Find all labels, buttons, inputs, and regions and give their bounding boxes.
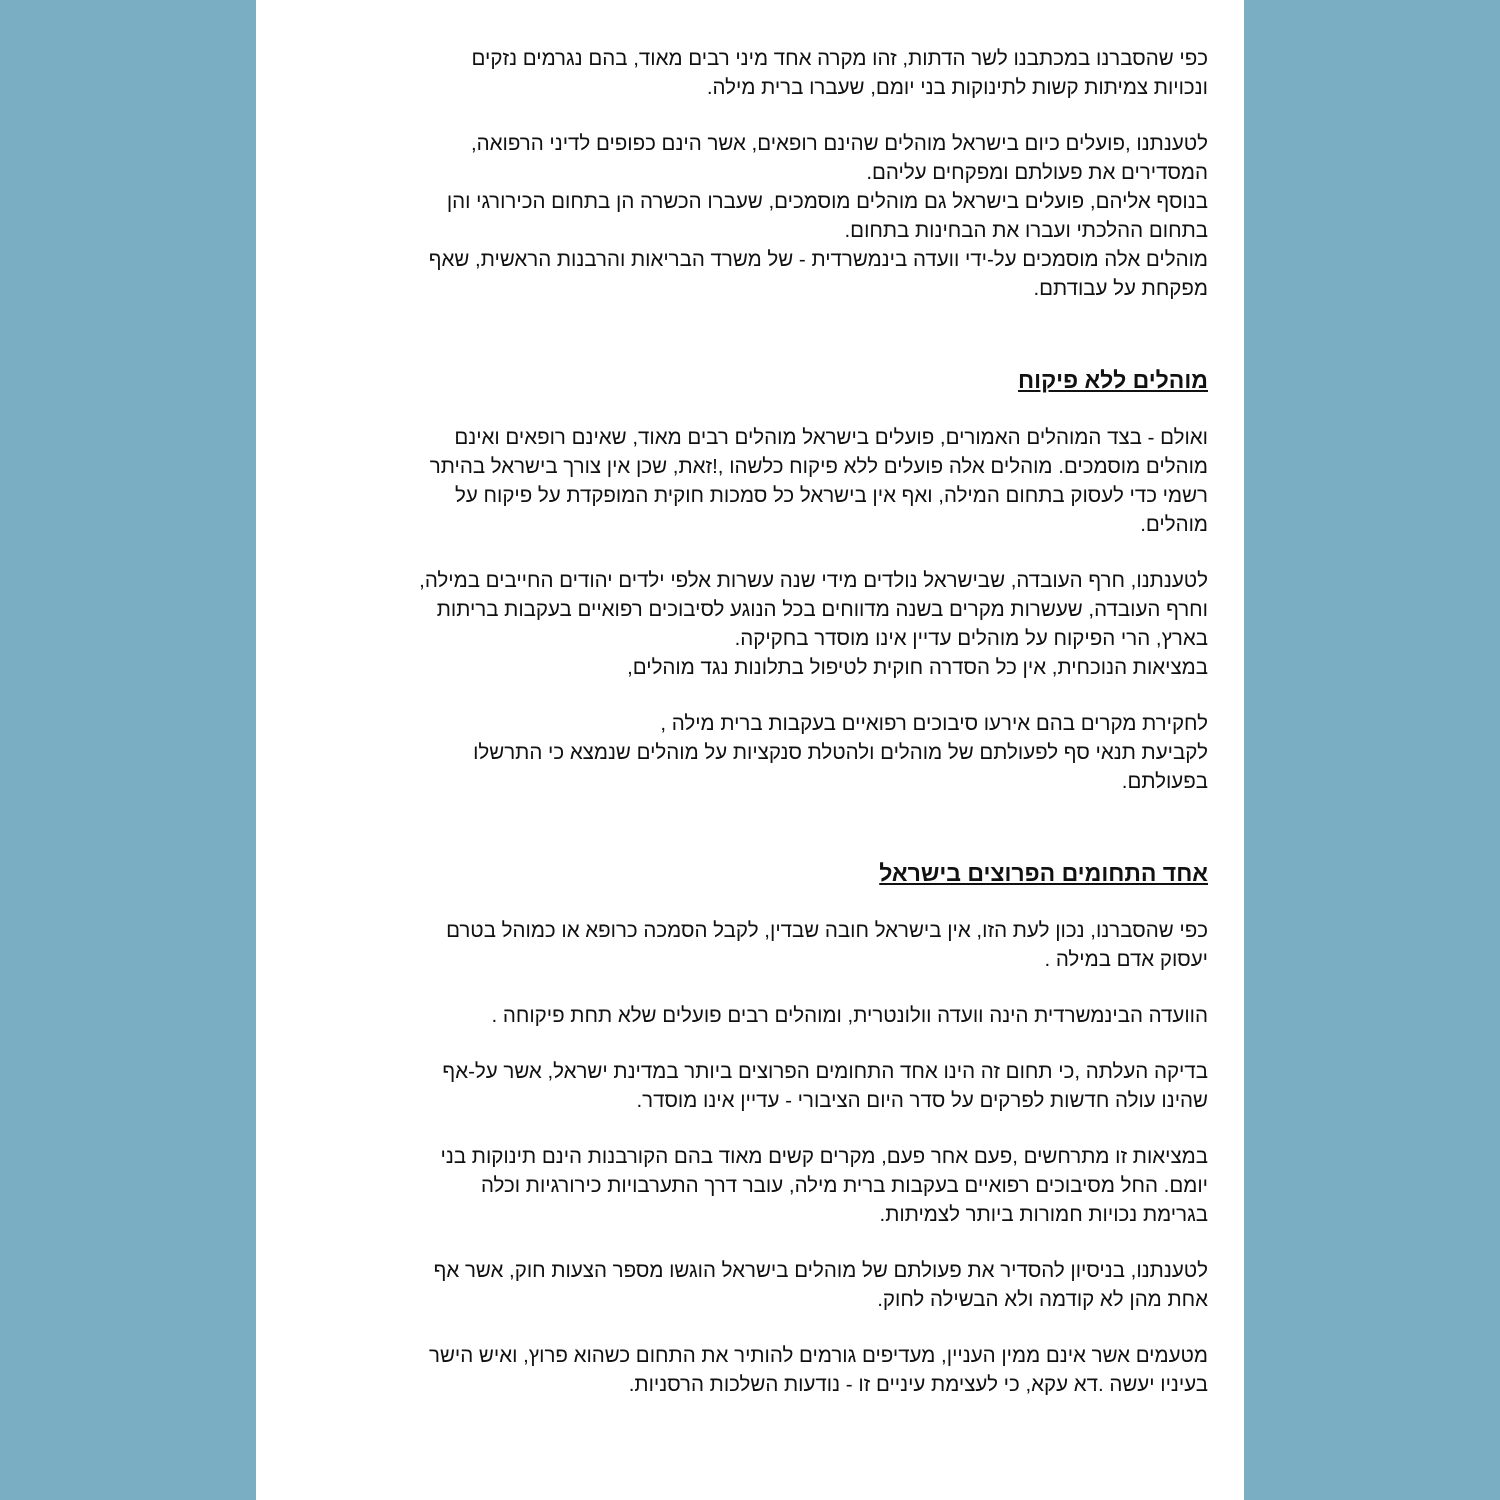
paragraph xyxy=(324,1057,1208,1115)
text-line: בעיניו יעשה .דא עקא, כי לעצימת עיניים זו - נודעות השלכות הרסניות. xyxy=(628,1373,1208,1396)
text-line: בגרימת נכויות חמורות ביותר לצמיתות. xyxy=(879,1203,1208,1226)
text-line: בארץ, הרי הפיקוח על מוהלים עדיין אינו מוסדר בחקיקה. xyxy=(734,627,1208,650)
text-line: ואולם - בצד המוהלים האמורים, פועלים בישראל מוהלים רבים מאוד, שאינם רופאים ואינם xyxy=(454,426,1208,449)
text-line: שהינו עולה חדשות לפרקים על סדר היום הציבורי - עדיין אינו מוסדר. xyxy=(636,1089,1208,1112)
text-line: בנוסף אליהם, פועלים בישראל גם מוהלים מוסמכים, שעברו הכשרה הן בתחום הכירורגי והן xyxy=(446,190,1208,213)
paragraph xyxy=(324,129,1208,187)
text-line: לטענתנו ,פועלים כיום בישראל מוהלים שהינם רופאים, אשר הינם כפופים לדיני הרפואה, xyxy=(470,132,1208,155)
paragraph xyxy=(324,1001,1208,1030)
text-line: מוהלים. xyxy=(1140,513,1208,536)
paragraph xyxy=(324,423,1208,539)
text-line: ונכויות צמיתות קשות לתינוקות בני יומם, שעברו ברית מילה. xyxy=(706,76,1208,99)
section-heading: אחד התחומים הפרוצים בישראל xyxy=(879,860,1208,886)
paragraph xyxy=(324,916,1208,974)
text-line: לחקירת מקרים בהם אירעו סיבוכים רפואיים בעקבות ברית מילה , xyxy=(660,712,1208,735)
text-line: במציאות הנוכחית, אין כל הסדרה חוקית לטיפול בתלונות נגד מוהלים, xyxy=(627,656,1208,679)
text-line: רשמי כדי לעסוק בתחום המילה, ואף אין בישראל כל סמכות חוקית המופקדת על פיקוח על xyxy=(455,484,1208,507)
paragraph xyxy=(324,44,1208,102)
text-line: המסדירים את פעולתם ומפקחים עליהם. xyxy=(866,161,1208,184)
paragraph xyxy=(324,1256,1208,1314)
document-page xyxy=(256,0,1244,1500)
text-line: מטעמים אשר אינם ממין העניין, מעדיפים גורמים להותיר את התחום כשהוא פרוץ, ואיש הישר xyxy=(429,1344,1208,1367)
text-line: בתחום ההלכתי ועברו את הבחינות בתחום. xyxy=(844,219,1208,242)
text-line: יומם. החל מסיבוכים רפואיים בעקבות ברית מילה, עובר דרך התערבויות כירורגיות וכלה xyxy=(480,1174,1208,1197)
text-line: לקביעת תנאי סף לפעולתם של מוהלים ולהטלת סנקציות על מוהלים שנמצא כי התרשלו xyxy=(473,741,1208,764)
text-line: יעסוק אדם במילה . xyxy=(1044,948,1208,971)
text-line: אחת מהן לא קודמה ולא הבשילה לחוק. xyxy=(877,1288,1208,1311)
paragraph xyxy=(324,1341,1208,1399)
document-body xyxy=(324,44,1208,1426)
text-line: לטענתנו, חרף העובדה, שבישראל נולדים מידי שנה עשרות אלפי ילדים יהודים החייבים במילה, xyxy=(419,569,1208,592)
text-line: מפקחת על עבודתם. xyxy=(1033,277,1208,300)
paragraph xyxy=(324,653,1208,682)
text-line: וחרף העובדה, שעשרות מקרים בשנה מדווחים בכל הנוגע לסיבוכים רפואיים בעקבות בריתות xyxy=(436,598,1208,621)
paragraph xyxy=(324,566,1208,653)
text-line: במציאות זו מתרחשים ,פעם אחר פעם, מקרים קשים מאוד בהם הקורבנות הינם תינוקות בני xyxy=(440,1145,1208,1168)
paragraph xyxy=(324,1142,1208,1229)
text-line: מוהלים מוסמכים. מוהלים אלה פועלים ללא פיקוח כלשהו ,!זאת, שכן אין צורך בישראל בהיתר xyxy=(429,455,1208,478)
paragraph xyxy=(324,245,1208,303)
paragraph xyxy=(324,187,1208,245)
paragraph xyxy=(324,709,1208,796)
text-line: כפי שהסברנו, נכון לעת הזו, אין בישראל חובה שבדין, לקבל הסמכה כרופא או כמוהל בטרם xyxy=(446,919,1208,942)
text-line: לטענתנו, בניסיון להסדיר את פעולתם של מוהלים בישראל הוגשו מספר הצעות חוק, אשר אף xyxy=(433,1259,1208,1282)
text-line: בפעולתם. xyxy=(1121,770,1208,793)
text-line: מוהלים אלה מוסמכים על-ידי וועדה בינמשרדית - של משרד הבריאות והרבנות הראשית, שאף xyxy=(428,248,1208,271)
text-line: בדיקה העלתה ,כי תחום זה הינו אחד התחומים הפרוצים ביותר במדינת ישראל, אשר על-אף xyxy=(442,1060,1208,1083)
section-heading: מוהלים ללא פיקוח xyxy=(1018,367,1208,393)
text-line: כפי שהסברנו במכתבנו לשר הדתות, זהו מקרה אחד מיני רבים מאוד, בהם נגרמים נזקים xyxy=(471,47,1208,70)
text-line: הוועדה הבינמשרדית הינה וועדה וולונטרית, ומוהלים רבים פועלים שלא תחת פיקוחה . xyxy=(491,1004,1208,1027)
